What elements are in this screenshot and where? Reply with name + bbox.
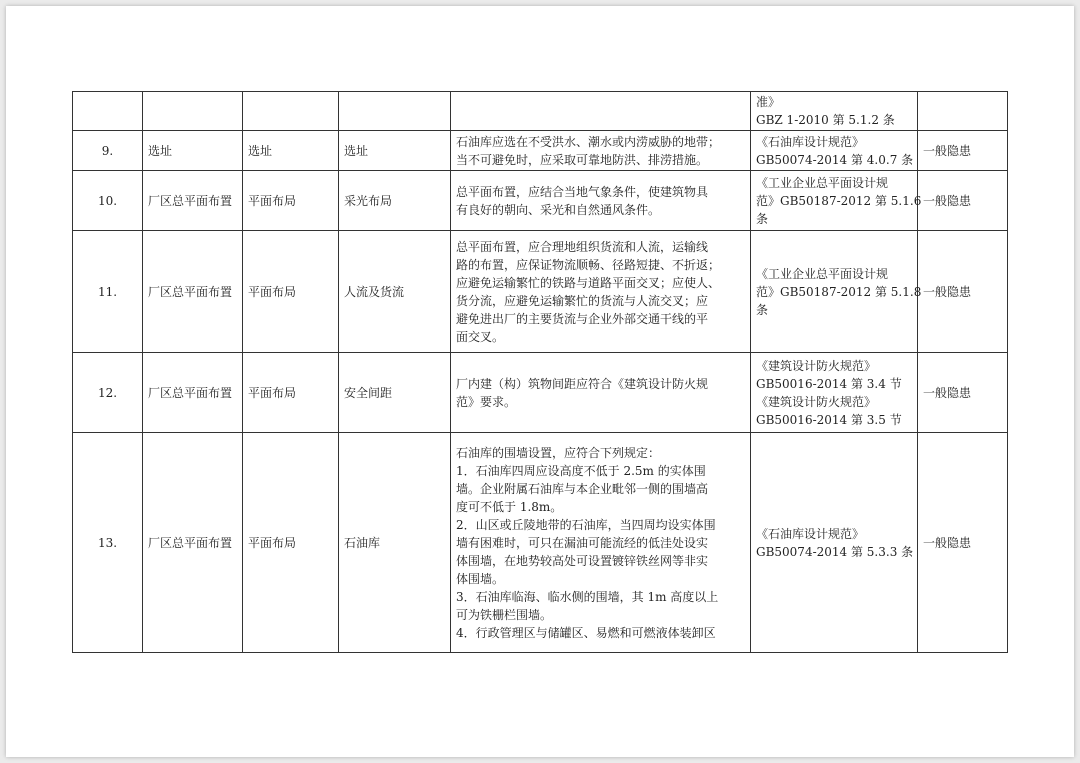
item-cell: 采光布局 (339, 171, 451, 231)
subcategory-cell: 平面布局 (243, 231, 339, 353)
basis-cell (751, 231, 922, 353)
text-line: 石油库的围墙设置，应符合下列规定： (456, 445, 661, 460)
item-cell: 安全间距 (339, 353, 451, 433)
text-line: 1．石油库四周应设高度不低于 2.5m 的实体围 (456, 463, 706, 478)
table-row (73, 353, 1008, 433)
text-line: 总平面布置，应结合当地气象条件，使建筑物具 (456, 184, 709, 199)
text-line: GB50016-2014 第 3.5 节 (756, 412, 902, 427)
text-line: 范》GB50187-2012 第 5.1.6 (756, 193, 922, 208)
row-number: 12. (73, 353, 143, 433)
text-line: GBZ 1-2010 第 5.1.2 条 (756, 113, 895, 127)
item-cell: 石油库 (339, 433, 451, 653)
item-cell (339, 92, 451, 131)
text-line: 体围墙。 (456, 571, 505, 586)
hazard-level-cell: 一般隐患 (918, 231, 1008, 353)
category-cell: 厂区总平面布置 (143, 433, 243, 653)
requirement-cell (451, 353, 751, 433)
table-row (73, 231, 1008, 353)
text-line: 墙。企业附属石油库与本企业毗邻一侧的围墙高 (456, 481, 709, 496)
text-line: 货分流，应避免运输繁忙的货流与人流交叉；应 (456, 293, 709, 308)
row-number: 10. (73, 171, 143, 231)
basis-cell (751, 131, 918, 171)
text-line: 当不可避免时，应采取可靠地防洪、排涝措施。 (456, 152, 709, 167)
text-line: GB50074-2014 第 4.0.7 条 (756, 152, 914, 167)
requirement-cell (451, 131, 751, 171)
text-line: 4．行政管理区与储罐区、易燃和可燃液体装卸区 (456, 625, 716, 640)
category-cell: 选址 (143, 131, 243, 171)
text-line: 《建筑设计防火规范》 (756, 394, 877, 409)
subcategory-cell: 平面布局 (243, 171, 339, 231)
text-line: 可为铁栅栏围墙。 (456, 607, 553, 622)
basis-cell (751, 171, 922, 231)
basis-cell (751, 353, 918, 433)
row-number: 11. (73, 231, 143, 353)
requirement-cell (451, 433, 751, 653)
text-line: 体围墙，在地势较高处可设置镀锌铁丝网等非实 (456, 553, 709, 568)
text-line: 2．山区或丘陵地带的石油库，当四周均设实体围 (456, 517, 716, 532)
basis-cell (751, 433, 918, 653)
table-row (73, 433, 1008, 653)
text-line: 范》要求。 (456, 394, 517, 409)
text-line: 《建筑设计防火规范》 (756, 358, 877, 373)
table-row (73, 171, 1008, 231)
row-number: 13. (73, 433, 143, 653)
text-line: 《工业企业总平面设计规 (756, 175, 889, 190)
text-line: 总平面布置，应合理地组织货流和人流，运输线 (456, 239, 709, 254)
text-line: 厂内建（构）筑物间距应符合《建筑设计防火规 (456, 376, 709, 391)
category-cell: 厂区总平面布置 (143, 353, 243, 433)
text-line: 避免进出厂的主要货流与企业外部交通干线的平 (456, 311, 709, 326)
text-line: 准》 (756, 95, 781, 109)
hazard-level-cell: 一般隐患 (918, 433, 1008, 653)
table-row (73, 131, 1008, 171)
table-row (73, 92, 1008, 131)
text-line: 条 (756, 211, 769, 226)
text-line: 路的布置，应保证物流顺畅、径路短捷、不折返； (456, 257, 721, 272)
row-number (73, 92, 143, 131)
category-cell: 厂区总平面布置 (143, 171, 243, 231)
document-page (6, 6, 1074, 757)
text-line: 应避免运输繁忙的铁路与道路平面交叉；应使人、 (456, 275, 721, 290)
subcategory-cell: 平面布局 (243, 353, 339, 433)
subcategory-cell: 平面布局 (243, 433, 339, 653)
hazard-level-cell: 一般隐患 (918, 131, 1008, 171)
basis-cell (751, 92, 918, 131)
hazard-standard-table (72, 91, 1008, 653)
text-line: 度可不低于 1.8m。 (456, 499, 563, 514)
text-line: 《工业企业总平面设计规 (756, 266, 889, 281)
text-line: 面交叉。 (456, 329, 505, 344)
category-cell (143, 92, 243, 131)
item-cell: 选址 (339, 131, 451, 171)
row-number: 9. (73, 131, 143, 171)
requirement-cell (451, 92, 751, 131)
requirement-cell (451, 231, 751, 353)
text-line: 范》GB50187-2012 第 5.1.8 (756, 284, 922, 299)
hazard-level-cell: 一般隐患 (918, 171, 1008, 231)
category-cell: 厂区总平面布置 (143, 231, 243, 353)
text-line: 3．石油库临海、临水侧的围墙，其 1m 高度以上 (456, 589, 719, 604)
subcategory-cell (243, 92, 339, 131)
subcategory-cell: 选址 (243, 131, 339, 171)
text-line: 石油库应选在不受洪水、潮水或内涝威胁的地带； (456, 134, 721, 149)
text-line: 墙有困难时，可只在漏油可能流经的低洼处设实 (456, 535, 709, 550)
requirement-cell (451, 171, 751, 231)
text-line: GB50016-2014 第 3.4 节 (756, 376, 902, 391)
hazard-level-cell (918, 92, 1008, 131)
text-line: 《石油库设计规范》 (756, 134, 865, 149)
text-line: GB50074-2014 第 5.3.3 条 (756, 544, 914, 559)
item-cell: 人流及货流 (339, 231, 451, 353)
text-line: 《石油库设计规范》 (756, 526, 865, 541)
text-line: 条 (756, 302, 769, 317)
text-line: 有良好的朝向、采光和自然通风条件。 (456, 202, 661, 217)
hazard-level-cell: 一般隐患 (918, 353, 1008, 433)
